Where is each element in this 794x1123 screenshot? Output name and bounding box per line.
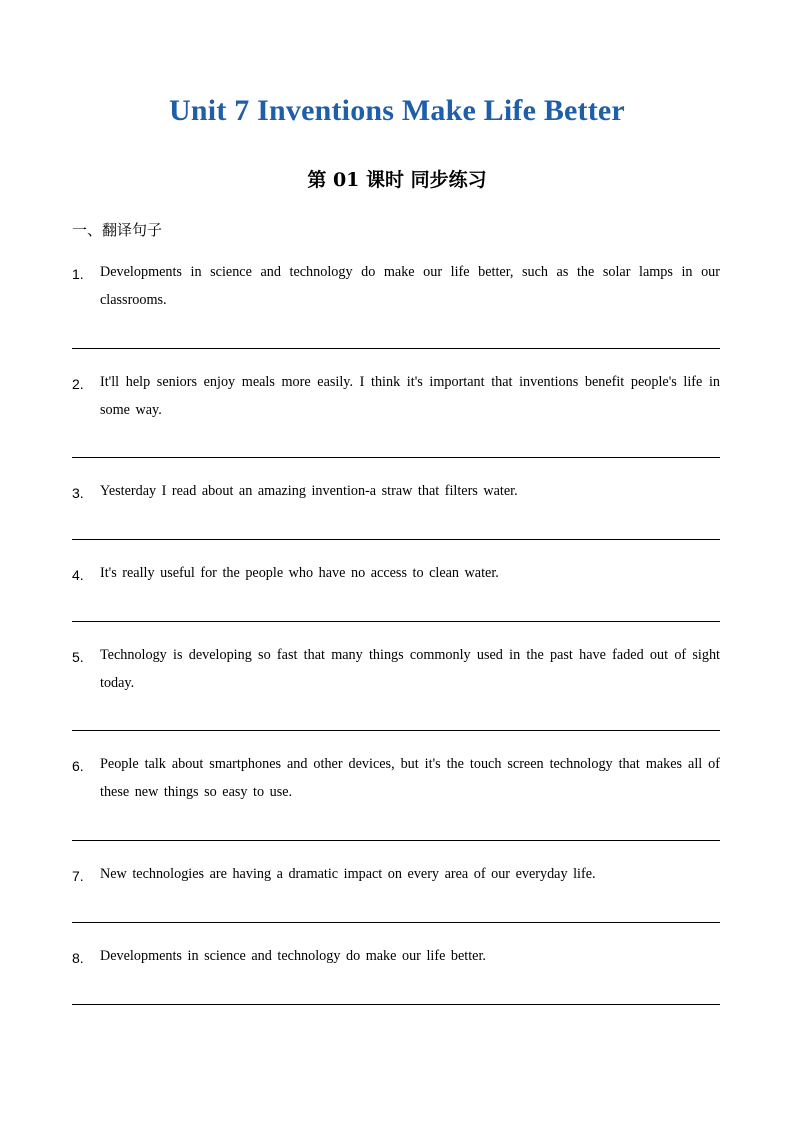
question-number: 2. (72, 376, 84, 392)
question-text: It's really useful for the people who have no access to clean water. (100, 565, 499, 581)
question-text: New technologies are having a dramatic impact on every area of our everyday life. (100, 866, 596, 882)
question-text: It'll help seniors enjoy meals more easily. I think it's important that inventions benefit people's life in some way. (100, 374, 720, 418)
answer-line-3[interactable] (72, 539, 720, 540)
answer-line-1[interactable] (72, 348, 720, 349)
question-text: Technology is developing so fast that many things commonly used in the past have faded out of sight today. (100, 647, 720, 691)
question-number: 3. (72, 485, 84, 501)
answer-line-7[interactable] (72, 922, 720, 923)
section-heading: 一、翻译句子 (72, 221, 163, 239)
question-number: 4. (72, 567, 84, 583)
question-number: 8. (72, 950, 84, 966)
question-number: 7. (72, 868, 84, 884)
question-number: 1. (72, 266, 84, 282)
answer-line-8[interactable] (72, 1004, 720, 1005)
question-text: Developments in science and technology do make our life better. (100, 948, 486, 964)
lesson-subtitle: 第 01 课时 同步练习 (307, 169, 487, 191)
answer-line-2[interactable] (72, 457, 720, 458)
answer-line-6[interactable] (72, 840, 720, 841)
answer-line-4[interactable] (72, 621, 720, 622)
question-number: 5. (72, 649, 84, 665)
question-text: Developments in science and technology do make our life better, such as the solar lamps in our classrooms. (100, 264, 720, 308)
page-title: Unit 7 Inventions Make Life Better (169, 94, 625, 127)
question-text: People talk about smartphones and other devices, but it's the touch screen technology that makes all of these new things so easy to use. (100, 756, 720, 800)
question-number: 6. (72, 758, 84, 774)
question-text: Yesterday I read about an amazing invention-a straw that filters water. (100, 483, 518, 499)
answer-line-5[interactable] (72, 730, 720, 731)
